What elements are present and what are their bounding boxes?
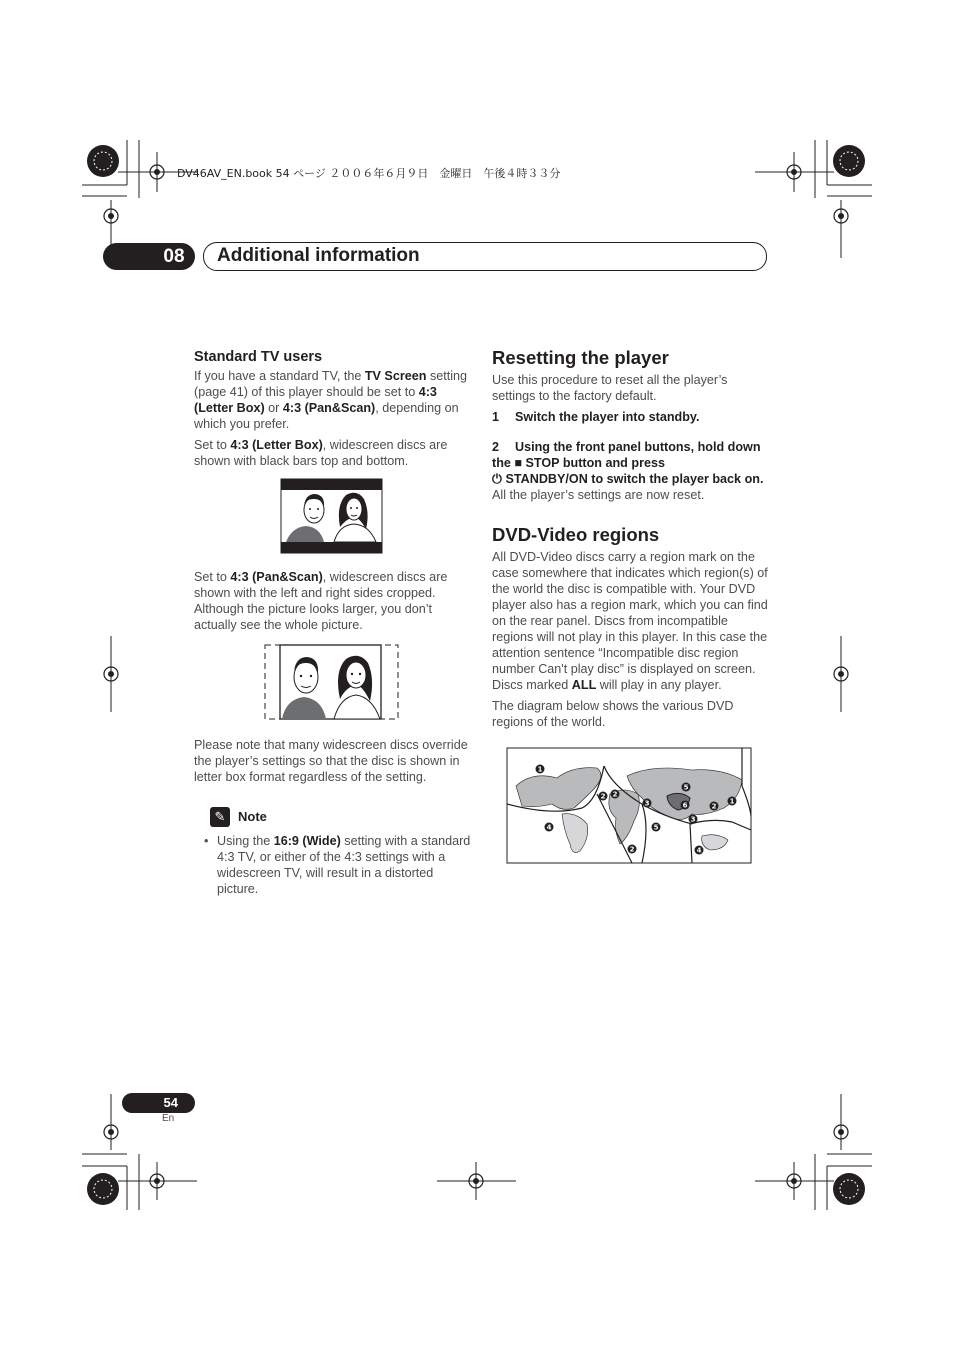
region-label-9: 1 <box>729 797 735 806</box>
letterbox-illustration <box>194 477 472 555</box>
regions-paragraph-1: All DVD-Video discs carry a region mark on the case somewhere that indicates which region(s) of the world the disc is compatible with. Your DVD player also has a region mark, which you can find on the rear panel. Discs from incompatible regions will not play in this player. In this case the attention sentence “Incompatible disc region number Can't play disc” is displayed on screen. Discs marked ALL will play in any player. <box>492 550 768 692</box>
region-label-6: 5 <box>683 783 689 792</box>
regions-paragraph-2: The diagram below shows the various DVD regions of the world. <box>492 699 734 729</box>
region-label-3: 2 <box>612 790 618 799</box>
region-label-1: 1 <box>537 765 543 774</box>
standard-tv-heading: Standard TV users <box>194 349 323 365</box>
reset-heading: Resetting the player <box>492 347 669 368</box>
power-icon: ⏻ <box>492 472 502 486</box>
stop-icon: ■ <box>514 456 522 470</box>
note-header <box>210 807 472 827</box>
letterbox-paragraph: Set to 4:3 (Letter Box), widescreen discs are shown with black bars top and bottom. <box>194 438 448 468</box>
left-column <box>194 348 472 897</box>
note-item <box>194 833 472 897</box>
region-label-12: 2 <box>629 845 635 854</box>
note-label: Note <box>238 809 267 824</box>
region-label-10: 3 <box>690 815 696 824</box>
bullet-icon: • <box>204 834 209 848</box>
region-label-2: 2 <box>600 792 606 801</box>
override-paragraph: Please note that many widescreen discs override the player’s settings so that the disc is shown in letter box format regardless of the setting. <box>194 738 468 784</box>
reset-result: All the player’s settings are now reset. <box>492 488 705 502</box>
note-text: Using the 16:9 (Wide) setting with a standard 4:3 TV, or either of the 4:3 settings with a widescreen TV, will result in a distorted picture. <box>217 834 471 896</box>
right-column <box>492 346 768 880</box>
region-label-4: 3 <box>644 799 650 808</box>
region-label-8: 6 <box>682 801 688 810</box>
reset-step-2: 2 Using the front panel buttons, hold down the ■ STOP button and press ⏻ STANDBY/ON to switch the player back on. <box>492 440 764 486</box>
reset-step-1: 1 Switch the player into standby. <box>492 410 700 424</box>
region-label-7: 2 <box>711 802 717 811</box>
print-header: DV46AV_EN.book 54 ページ ２００６年６月９日 金曜日 午後４時３３分 <box>177 167 561 180</box>
chapter-number: 08 <box>103 243 195 270</box>
chapter-title: Additional information <box>203 242 767 271</box>
panscan-paragraph: Set to 4:3 (Pan&Scan), widescreen discs are shown with the left and right sides cropped. Although the picture looks larger, you don’t actually see the whole picture. <box>194 570 448 632</box>
region-map <box>492 746 768 866</box>
regions-heading: DVD-Video regions <box>492 524 660 545</box>
pencil-icon: ✎ <box>210 807 230 827</box>
panscan-illustration <box>194 641 472 723</box>
page-language: En <box>162 1113 175 1124</box>
region-label-13: 4 <box>696 846 702 855</box>
region-label-5: 4 <box>546 823 552 832</box>
region-label-11: 5 <box>653 823 659 832</box>
standard-tv-paragraph-1: If you have a standard TV, the TV Screen setting (page 41) of this player should be set to 4:3 (Letter Box) or 4:3 (Pan&Scan), depending on which you prefer. <box>194 369 468 431</box>
reset-intro: Use this procedure to reset all the player’s settings to the factory default. <box>492 373 728 403</box>
page-number: 54 <box>122 1093 195 1113</box>
